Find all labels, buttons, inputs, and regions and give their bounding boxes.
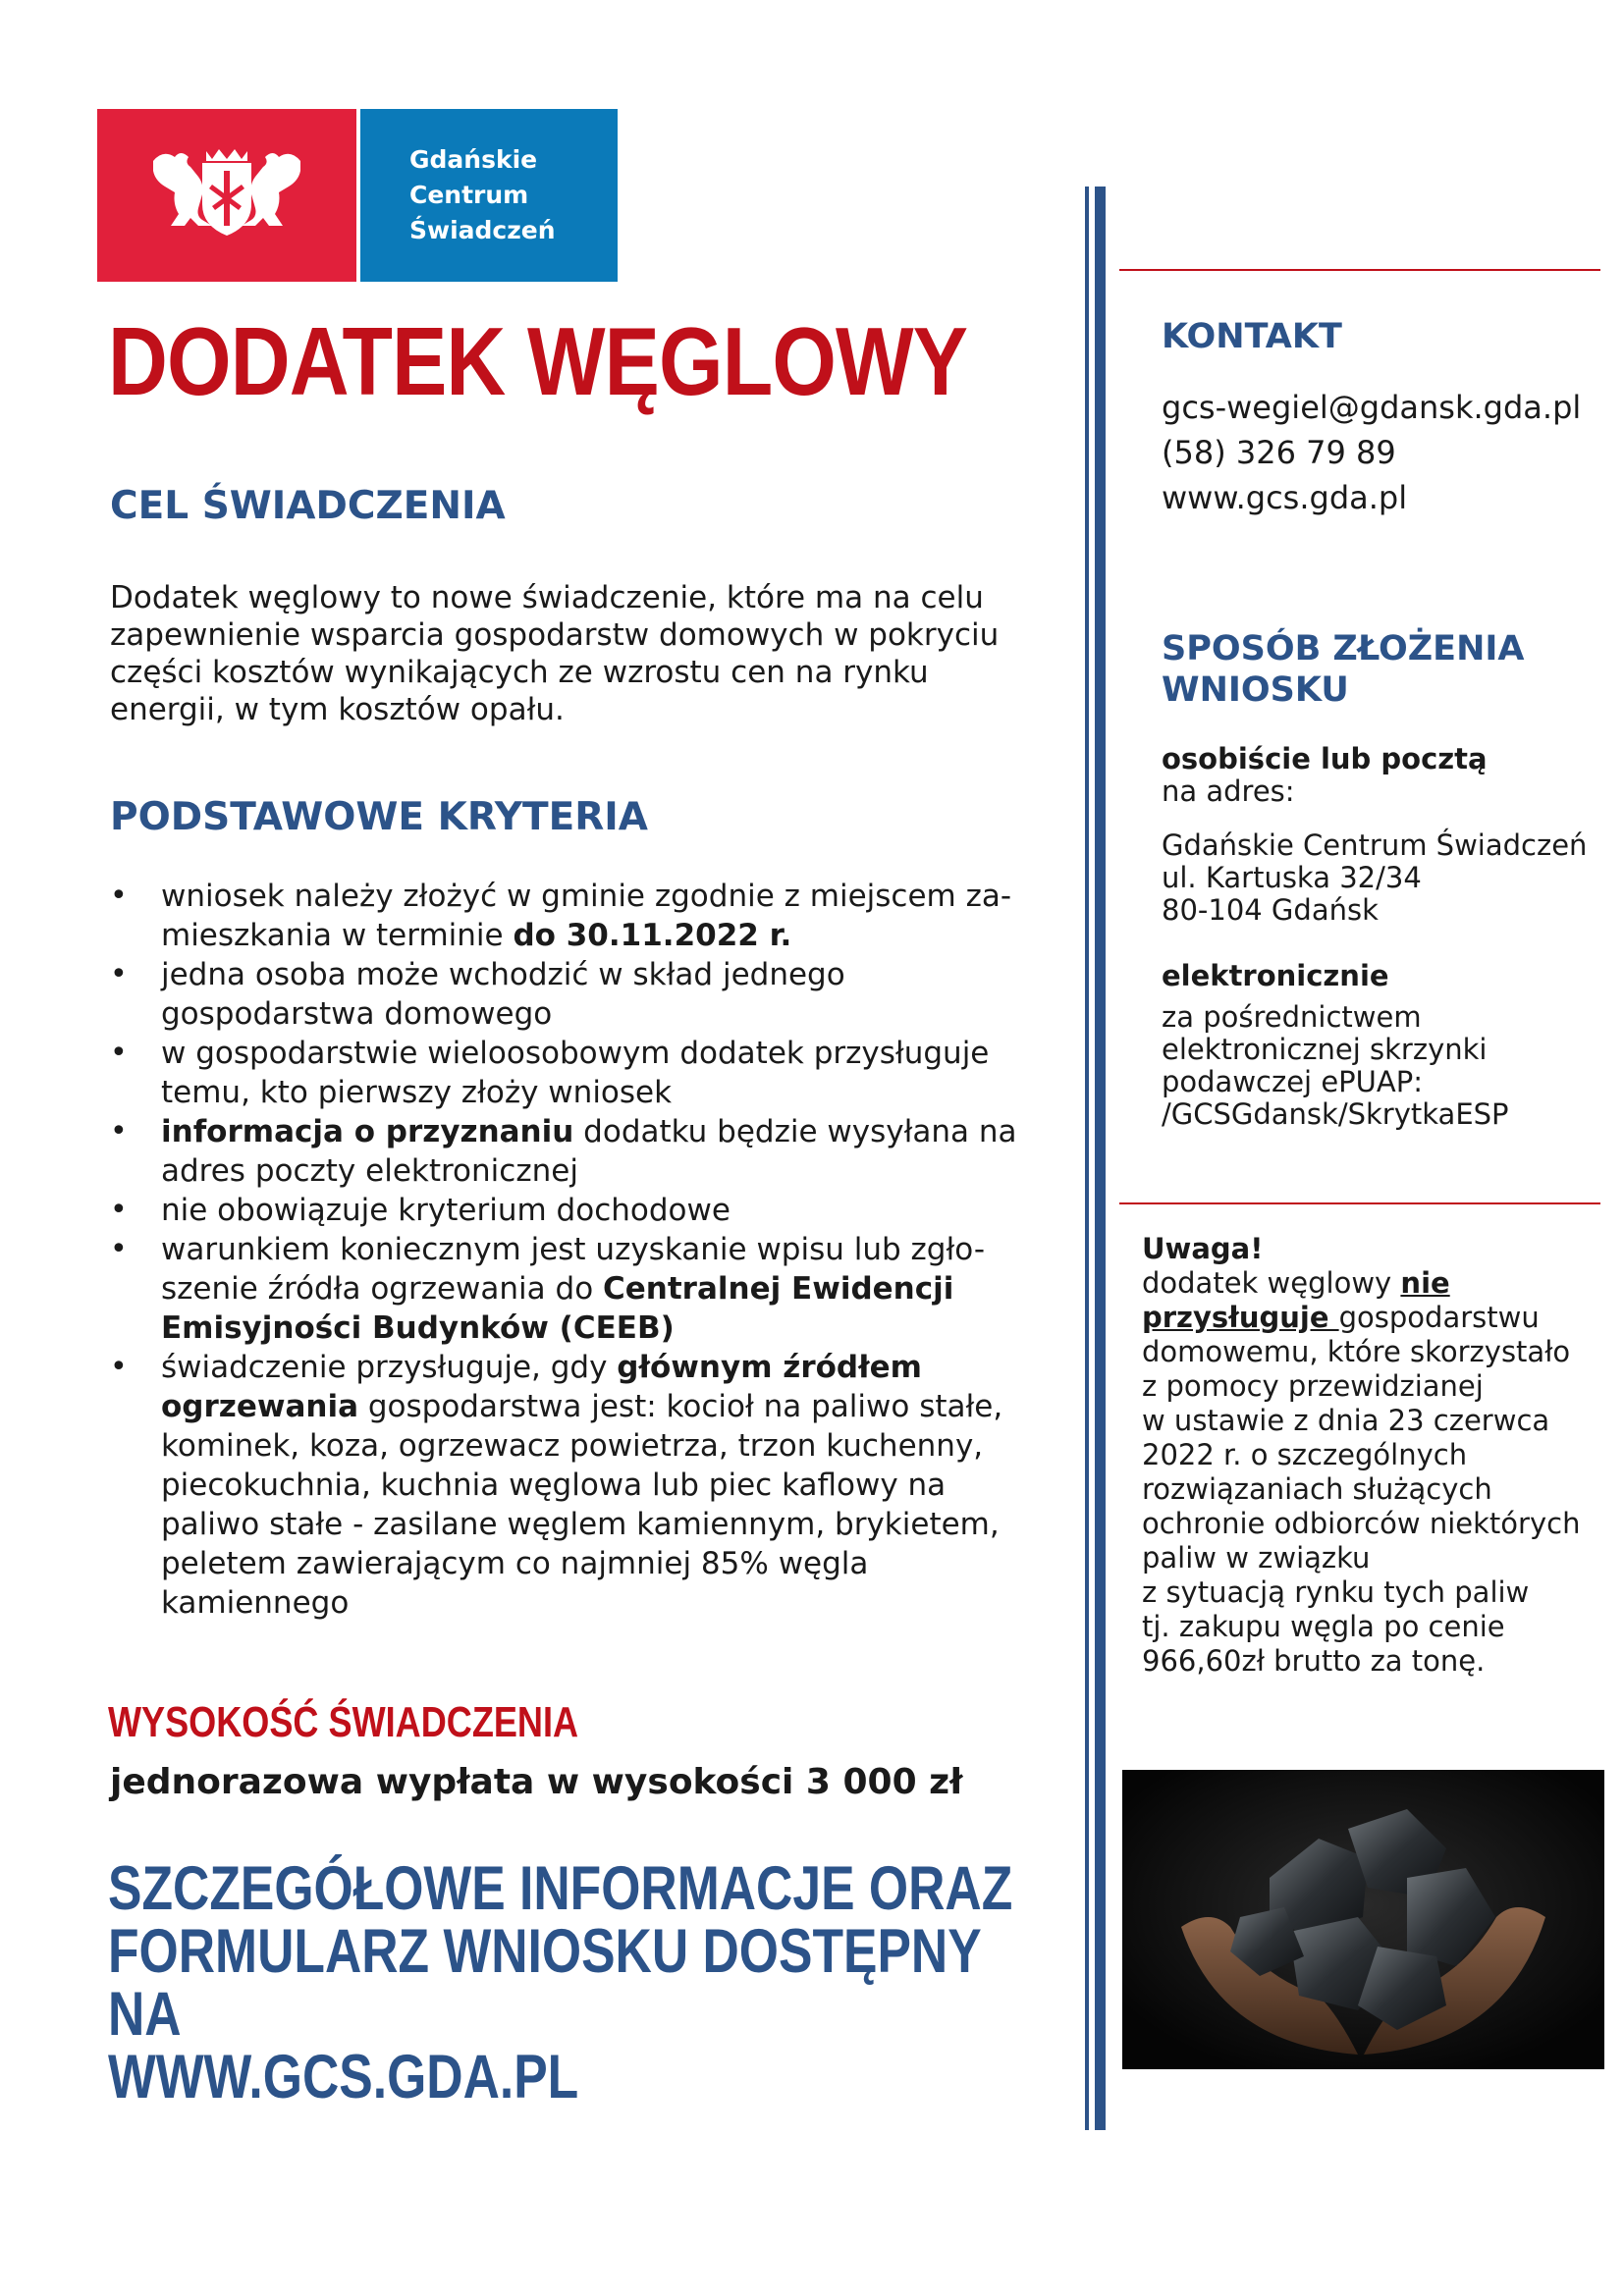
notice-emphasis: nie bbox=[1400, 1266, 1450, 1300]
notice-line: 966,60zł brutto za tonę. bbox=[1142, 1644, 1486, 1678]
logo-emblem-panel bbox=[97, 109, 356, 282]
notice-text: dodatek węglowy bbox=[1142, 1266, 1401, 1300]
hands-holding-coal-icon bbox=[1122, 1770, 1604, 2069]
section-heading-kryteria: PODSTAWOWE KRYTERIA bbox=[110, 795, 648, 839]
list-item bbox=[110, 955, 1023, 1034]
item-text: dodatku będzie wysyłana na bbox=[573, 1114, 1017, 1149]
item-line: • nie obowiązuje kryterium dochodowe bbox=[161, 1193, 731, 1228]
contact-email[interactable]: gcs-wegiel@gdansk.gda.pl bbox=[1162, 389, 1582, 426]
notice-line: w ustawie z dnia 23 czerwca bbox=[1142, 1404, 1550, 1437]
item-line: temu, kto pierwszy złoży wniosek bbox=[161, 1075, 673, 1110]
list-item bbox=[110, 1112, 1023, 1191]
banner-link[interactable]: WWW.GCS.GDA.PL bbox=[108, 2043, 579, 2111]
submission-electronic-label bbox=[1162, 960, 1389, 992]
item-bold: Emisyjności Budynków (CEEB) bbox=[161, 1310, 675, 1346]
page-title: DODATEK WĘGLOWY bbox=[108, 307, 968, 415]
intro-paragraph bbox=[110, 579, 1033, 728]
epuap-address: /GCSGdansk/SkrytkaESP bbox=[1162, 1097, 1509, 1131]
section-heading-wysokosc: WYSOKOŚĆ ŚWIADCZENIA bbox=[108, 1698, 579, 1746]
intro-line: energii, w tym kosztów opału. bbox=[110, 692, 565, 727]
logo-line: Gdańskie bbox=[409, 145, 538, 174]
list-item bbox=[110, 1348, 1023, 1623]
notice-emphasis: przysługuje bbox=[1142, 1301, 1339, 1334]
notice-line: ochronie odbiorców niektórych bbox=[1142, 1507, 1581, 1540]
item-line: gospodarstwa domowego bbox=[161, 996, 553, 1032]
notice-title: Uwaga! bbox=[1142, 1232, 1264, 1265]
epuap-line: za pośrednictwem bbox=[1162, 1000, 1422, 1034]
banner-line: SZCZEGÓŁOWE INFORMACJE ORAZ bbox=[108, 1854, 1013, 1923]
item-line: kominek, koza, ogrzewacz powietrza, trzon kuchenny, bbox=[161, 1428, 984, 1464]
submission-electronic bbox=[1162, 1001, 1509, 1131]
list-item bbox=[110, 1034, 1023, 1112]
red-rule bbox=[1119, 1202, 1600, 1204]
item-line: • jedna osoba może wchodzić w skład jednego bbox=[161, 957, 845, 992]
section-heading-cel: CEL ŚWIADCZENIA bbox=[110, 484, 506, 528]
gdansk-coat-of-arms-icon bbox=[134, 141, 320, 249]
details-info-banner bbox=[108, 1854, 1042, 2111]
logo-line: Centrum bbox=[409, 181, 529, 209]
postal-address bbox=[1162, 829, 1587, 927]
submission-in-person bbox=[1162, 743, 1488, 808]
notice-line: z pomocy przewidzianej bbox=[1142, 1369, 1484, 1403]
notice-line: 2022 r. o szczególnych bbox=[1142, 1438, 1468, 1471]
list-item bbox=[110, 1230, 1023, 1348]
item-bold: informacja o przyznaniu bbox=[161, 1114, 574, 1149]
logo-text bbox=[409, 142, 556, 248]
item-bold: Centralnej Ewidencji bbox=[603, 1271, 954, 1307]
list-item bbox=[110, 1191, 1023, 1230]
column-divider-thin bbox=[1085, 187, 1089, 2130]
coal-photo bbox=[1122, 1770, 1604, 2069]
intro-line: zapewnienie wsparcia gospodarstw domowych w pokryciu bbox=[110, 617, 1000, 653]
contact-phone[interactable]: (58) 326 79 89 bbox=[1162, 434, 1396, 471]
address-intro: na adres: bbox=[1162, 774, 1295, 808]
item-text: świadczenie przysługuje, gdy bbox=[161, 1350, 618, 1385]
notice-line: tj. zakupu węgla po cenie bbox=[1142, 1610, 1505, 1643]
intro-line: Dodatek węglowy to nowe świadczenie, które ma na celu bbox=[110, 580, 984, 615]
address-line: 80-104 Gdańsk bbox=[1162, 893, 1379, 927]
item-line: adres poczty elektronicznej bbox=[161, 1153, 578, 1189]
benefit-amount: jednorazowa wypłata w wysokości 3 000 zł bbox=[110, 1762, 963, 1802]
section-heading-kontakt: KONTAKT bbox=[1162, 317, 1342, 356]
gcs-logo bbox=[97, 109, 618, 282]
item-line: kamiennego bbox=[161, 1585, 350, 1621]
notice-text: gospodarstwu bbox=[1338, 1301, 1540, 1334]
item-line: paliwo stałe - zasilane węglem kamiennym, brykietem, bbox=[161, 1507, 1000, 1542]
intro-line: części kosztów wynikających ze wzrostu cen na rynku bbox=[110, 655, 929, 690]
notice-line: rozwiązaniach służących bbox=[1142, 1472, 1492, 1506]
item-line: • warunkiem koniecznym jest uzyskanie wpisu lub zgło- bbox=[161, 1232, 986, 1267]
item-line: • wniosek należy złożyć w gminie zgodnie z miejscem za- bbox=[161, 879, 1012, 914]
epuap-line: podawczej ePUAP: bbox=[1162, 1065, 1423, 1098]
item-line: • w gospodarstwie wieloosobowym dodatek przysługuje bbox=[161, 1036, 990, 1071]
logo-line: Świadczeń bbox=[409, 216, 556, 244]
list-item bbox=[110, 877, 1023, 955]
item-line: peletem zawierającym co najmniej 85% węgla bbox=[161, 1546, 869, 1581]
contact-website[interactable]: www.gcs.gda.pl bbox=[1162, 479, 1408, 516]
item-text: mieszkania w terminie bbox=[161, 918, 514, 953]
red-rule bbox=[1119, 269, 1600, 271]
item-line: piecokuchnia, kuchnia węglowa lub piec kaflowy na bbox=[161, 1468, 947, 1503]
criteria-list bbox=[110, 877, 1023, 1623]
column-divider-thick bbox=[1095, 187, 1106, 2130]
submission-mode-label: osobiście lub pocztą bbox=[1162, 742, 1488, 775]
epuap-line: elektronicznej skrzynki bbox=[1162, 1033, 1488, 1066]
item-bold: ogrzewania bbox=[161, 1389, 359, 1424]
item-bold: do 30.11.2022 r. bbox=[513, 918, 792, 953]
logo-text-panel bbox=[360, 109, 618, 282]
item-bold: głównym źródłem bbox=[617, 1350, 922, 1385]
notice-line: domowemu, które skorzystało bbox=[1142, 1335, 1571, 1368]
address-line: ul. Kartuska 32/34 bbox=[1162, 861, 1422, 894]
notice-line: z sytuacją rynku tych paliw bbox=[1142, 1575, 1530, 1609]
item-text: gospodarstwa jest: kocioł na paliwo stałe, bbox=[358, 1389, 1003, 1424]
banner-line: FORMULARZ WNIOSKU DOSTĘPNY NA bbox=[108, 1917, 981, 2049]
contact-list bbox=[1162, 385, 1581, 520]
item-text: szenie źródła ogrzewania do bbox=[161, 1271, 604, 1307]
section-heading-sposob: SPOSÓB ZŁOŻENIA WNIOSKU bbox=[1162, 629, 1525, 710]
submission-mode-label: elektronicznie bbox=[1162, 959, 1389, 992]
notice-line: paliw w związku bbox=[1142, 1541, 1371, 1575]
address-line: Gdańskie Centrum Świadczeń bbox=[1162, 828, 1588, 862]
notice-box bbox=[1142, 1232, 1603, 1679]
